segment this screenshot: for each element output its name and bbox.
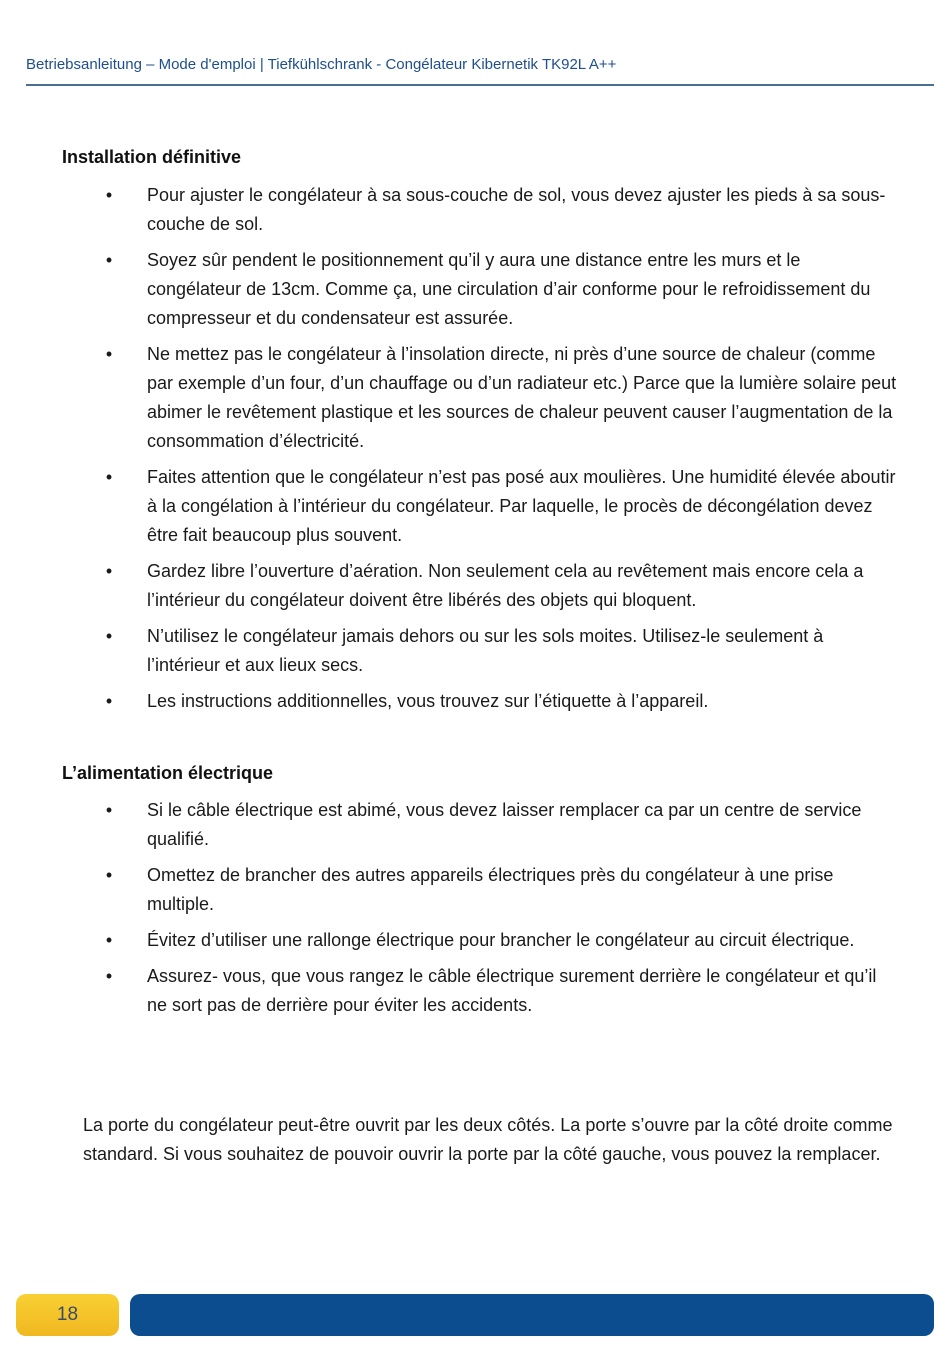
section-title-power-supply: L’alimentation électrique [62, 763, 274, 783]
footer-bar [130, 1294, 934, 1336]
list-item: • Pour ajuster le congélateur à sa sous-couche de sol, vous devez ajuster les pieds à sa sous-couche de sol. [0, 181, 950, 239]
list-item: • Assurez- vous, que vous rangez le câble électrique surement derrière le congélateur et qu’il ne sort pas de derrière pour éviter les accidents. [0, 962, 950, 1020]
page-number: 18 [16, 1294, 119, 1336]
list-item: • Évitez d’utiliser une rallonge électrique pour brancher le congélateur au circuit électrique. [0, 926, 950, 955]
list-item: • Soyez sûr pendent le positionnement qu’il y aura une distance entre les murs et le congélateur de 13cm. Comme ça, une circulation d’air conforme pour le refroidissement du compresseur et du condensateur est assurée. [0, 246, 950, 333]
bullet-icon: • [105, 344, 113, 364]
door-paragraph: La porte du congélateur peut-être ouvrit par les deux côtés. La porte s’ouvre par la côté droite comme standard. Si vous souhaitez de pouvoir ouvrir la porte par la côté gauche, vous pouvez la remplacer. [83, 1115, 893, 1164]
bullet-icon: • [105, 691, 113, 711]
list-item: • Omettez de brancher des autres appareils électriques près du congélateur à une prise multiple. [0, 861, 950, 919]
list-item: • N’utilisez le congélateur jamais dehors ou sur les sols moites. Utilisez-le seulement à l’intérieur et aux lieux secs. [0, 622, 950, 680]
bullet-icon: • [105, 930, 113, 950]
bullet-icon: • [105, 561, 113, 581]
bullet-icon: • [105, 626, 113, 646]
section-title-installation: Installation définitive [62, 147, 242, 167]
running-header: Betriebsanleitung – Mode d'emploi | Tiefkühlschrank - Congélateur Kibernetik TK92L A++ [26, 56, 617, 73]
bullet-icon: • [105, 467, 113, 487]
list-item: • Si le câble électrique est abimé, vous devez laisser remplacer ca par un centre de service qualifié. [0, 796, 950, 854]
installation-list [0, 181, 950, 723]
list-item: • Gardez libre l’ouverture d’aération. Non seulement cela au revêtement mais encore cela a l’intérieur du congélateur doivent être libérés des objets qui bloquent. [0, 557, 950, 615]
list-item: • Les instructions additionnelles, vous trouvez sur l’étiquette à l’appareil. [0, 687, 950, 716]
bullet-icon: • [105, 865, 113, 885]
list-item: • Faites attention que le congélateur n’est pas posé aux moulières. Une humidité élevée aboutir à la congélation à l’intérieur du congélateur. Par laquelle, le procès de décongélation devez être fait beaucoup plus souvent. [0, 463, 950, 550]
bullet-icon: • [105, 966, 113, 986]
power-supply-list [0, 796, 950, 1027]
list-item: • Ne mettez pas le congélateur à l’insolation directe, ni près d’une source de chaleur (comme par exemple d’un four, d’un chauffage ou d’un radiateur etc.) Parce que la lumière solaire peut abimer le revêtement plastique et les sources de chaleur peuvent causer l’augmentation de la consommation d’électricité. [0, 340, 950, 456]
bullet-icon: • [105, 250, 113, 270]
bullet-icon: • [105, 800, 113, 820]
bullet-icon: • [105, 185, 113, 205]
header-divider [26, 84, 934, 86]
